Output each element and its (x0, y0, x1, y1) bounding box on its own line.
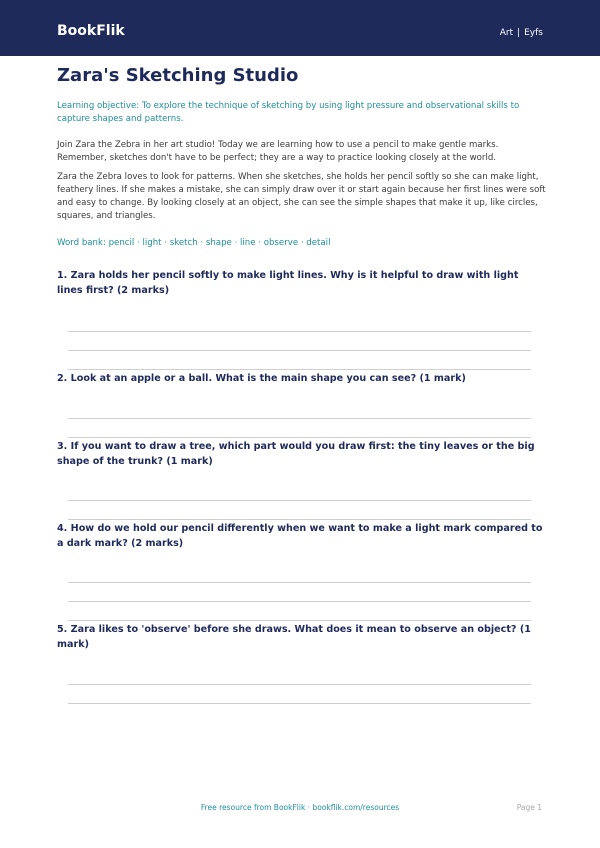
learning-objective: Learning objective: To explore the technique of sketching by using light pressure and observational skills to capture shapes and patterns. (57, 101, 520, 124)
page-title: Zara's Sketching Studio (57, 65, 299, 86)
answer-line-q1-2[interactable] (68, 350, 531, 351)
answer-line-q2-1[interactable] (68, 418, 531, 419)
page-footer (0, 802, 600, 814)
level-tag: Eyfs (524, 28, 543, 38)
question-1: 1. Zara holds her pencil softly to make light lines. Why is it helpful to draw with light lines first? (2 marks) (57, 270, 519, 296)
footer-credit-link[interactable]: Free resource from BookFlik · bookflik.com/resources (200, 803, 400, 812)
answer-line-q4-3[interactable] (68, 620, 531, 621)
answer-line-q3-2[interactable] (68, 519, 531, 520)
site-header (0, 0, 600, 56)
tag-separator: | (517, 28, 521, 38)
question-3: 3. If you want to draw a tree, which part would you draw first: the tiny leaves or the big shape of the trunk? (1 mark) (57, 441, 535, 467)
brand-logo[interactable]: BookFlik (57, 23, 125, 39)
story-paragraph: Zara the Zebra loves to look for patterns. When she sketches, she holds her pencil softly so she can make light, feathery lines. If she makes a mistake, she can simply draw over it or start again because her first lines were soft and easy to change. By looking closely at an object, she can see the simple shapes that make it up, like circles, squares, and triangles. (57, 172, 546, 221)
answer-line-q1-1[interactable] (68, 331, 531, 332)
question-4: 4. How do we hold our pencil differently when we want to make a light mark compared to a dark mark? (2 marks) (57, 523, 543, 549)
page-number: Page 1 (516, 803, 542, 812)
answer-line-q5-1[interactable] (68, 684, 531, 685)
answer-line-q4-2[interactable] (68, 601, 531, 602)
subject-tags (500, 27, 543, 39)
subject-tag: Art (499, 28, 514, 38)
answer-line-q1-3[interactable] (68, 369, 531, 370)
answer-line-q2-2[interactable] (68, 437, 531, 438)
intro-paragraph: Join Zara the Zebra in her art studio! Today we are learning how to use a pencil to make gentle marks. Remember, sketches don't have to be perfect; they are a way to practice looking closely at the world. (57, 140, 499, 163)
word-bank: Word bank: pencil · light · sketch · shape · line · observe · detail (57, 238, 331, 248)
question-2: 2. Look at an apple or a ball. What is the main shape you can see? (1 mark) (57, 373, 466, 384)
answer-line-q5-2[interactable] (68, 703, 531, 704)
question-5: 5. Zara likes to 'observe' before she draws. What does it mean to observe an object? (1 mark) (57, 624, 531, 650)
answer-line-q3-1[interactable] (68, 500, 531, 501)
answer-line-q4-1[interactable] (68, 582, 531, 583)
